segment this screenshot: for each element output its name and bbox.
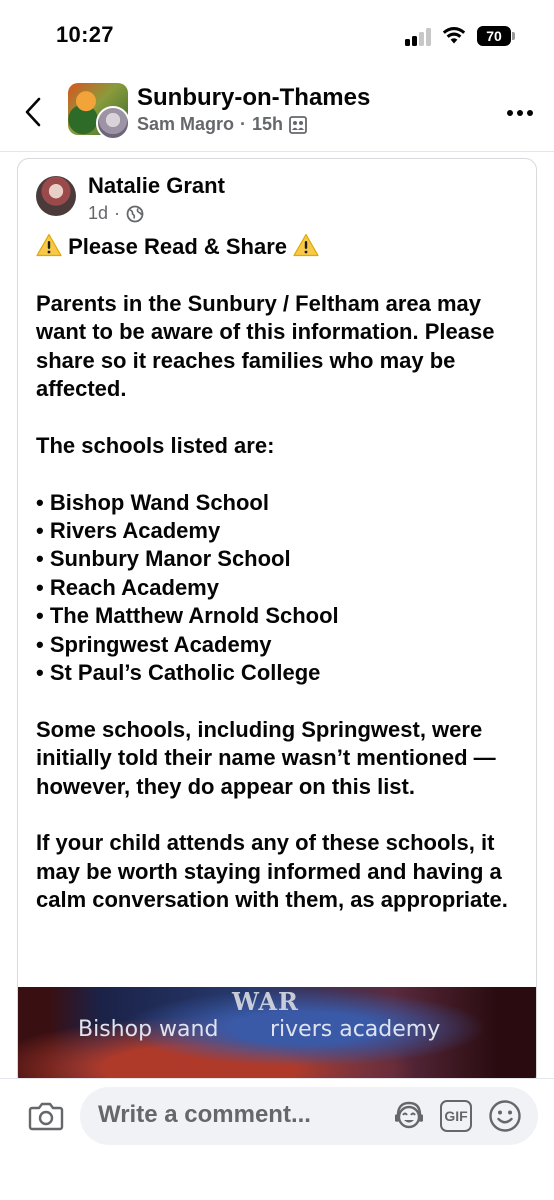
- list-intro: The schools listed are:: [36, 432, 275, 458]
- emoji-icon: [488, 1099, 522, 1133]
- more-horizontal-icon: [507, 110, 513, 116]
- list-item: • Bishop Wand School: [36, 489, 269, 515]
- more-dot: [527, 110, 533, 116]
- author-avatar[interactable]: [36, 176, 76, 216]
- image-text-right: rivers academy: [270, 1017, 441, 1042]
- battery-nub: [512, 32, 515, 40]
- avatar-sticker-icon: [391, 1099, 427, 1133]
- group-name[interactable]: Sunbury-on-Thames: [137, 84, 371, 111]
- camera-button[interactable]: [28, 1099, 64, 1133]
- list-item: • Sunbury Manor School: [36, 546, 291, 572]
- comment-placeholder[interactable]: Write a comment...: [98, 1101, 311, 1128]
- more-options-button[interactable]: [500, 98, 540, 128]
- list-item: • St Paul’s Catholic College: [36, 660, 321, 686]
- wifi-icon: [442, 25, 466, 45]
- globe-icon: [126, 205, 144, 223]
- signal-icon: [405, 28, 433, 46]
- emoji-button[interactable]: [488, 1099, 522, 1133]
- battery-level: 70: [477, 26, 511, 46]
- shared-post-time[interactable]: 1d: [88, 203, 109, 223]
- battery-icon: [477, 26, 517, 46]
- chevron-left-icon: [24, 97, 42, 127]
- post-paragraph-2: Some schools, including Springwest, were initially told their name wasn’t mentioned — however, they do appear on this list.: [36, 716, 496, 799]
- more-dot: [517, 110, 523, 116]
- warning-emoji-icon: [293, 233, 319, 257]
- comment-bar: [0, 1078, 554, 1200]
- meta-separator: ·: [240, 114, 247, 134]
- post-intro: Parents in the Sunbury / Feltham area may want to be aware of this information. Please share so it reaches families who may be affected.: [36, 290, 495, 402]
- post-image[interactable]: [18, 987, 537, 1088]
- status-bar: [0, 0, 554, 70]
- avatar-sticker-button[interactable]: [391, 1099, 427, 1133]
- post-paragraph-3: If your child attends any of these schools, it may be worth staying informed and having a calm conversation with them, as appropriate.: [36, 830, 508, 913]
- author-meta: [88, 203, 144, 224]
- author-name[interactable]: Natalie Grant: [88, 173, 225, 198]
- sharer-name[interactable]: Sam Magro: [137, 114, 235, 134]
- list-item: • Reach Academy: [36, 574, 219, 600]
- sharer-avatar[interactable]: [96, 106, 130, 140]
- post-time[interactable]: 15h: [252, 114, 284, 134]
- image-text-war: WAR: [232, 987, 299, 1016]
- school-list: [36, 489, 526, 688]
- gif-button[interactable]: GIF: [440, 1100, 472, 1132]
- camera-icon: [28, 1099, 64, 1133]
- meta-separator: ·: [114, 203, 121, 223]
- post-text: [36, 233, 526, 943]
- group-members-icon: [289, 116, 307, 134]
- shared-post-card[interactable]: [17, 158, 537, 1088]
- list-item: • Rivers Academy: [36, 518, 221, 544]
- back-button[interactable]: [18, 92, 48, 132]
- headline-text: Please Read & Share: [68, 234, 288, 259]
- list-item: • Springwest Academy: [36, 631, 272, 657]
- post-meta: [137, 114, 307, 135]
- list-item: • The Matthew Arnold School: [36, 603, 339, 629]
- image-text-left: Bishop wand: [78, 1017, 219, 1042]
- post-headline: [36, 233, 526, 261]
- warning-emoji-icon: [36, 233, 62, 257]
- post-header: [0, 70, 554, 152]
- status-time: 10:27: [56, 22, 114, 47]
